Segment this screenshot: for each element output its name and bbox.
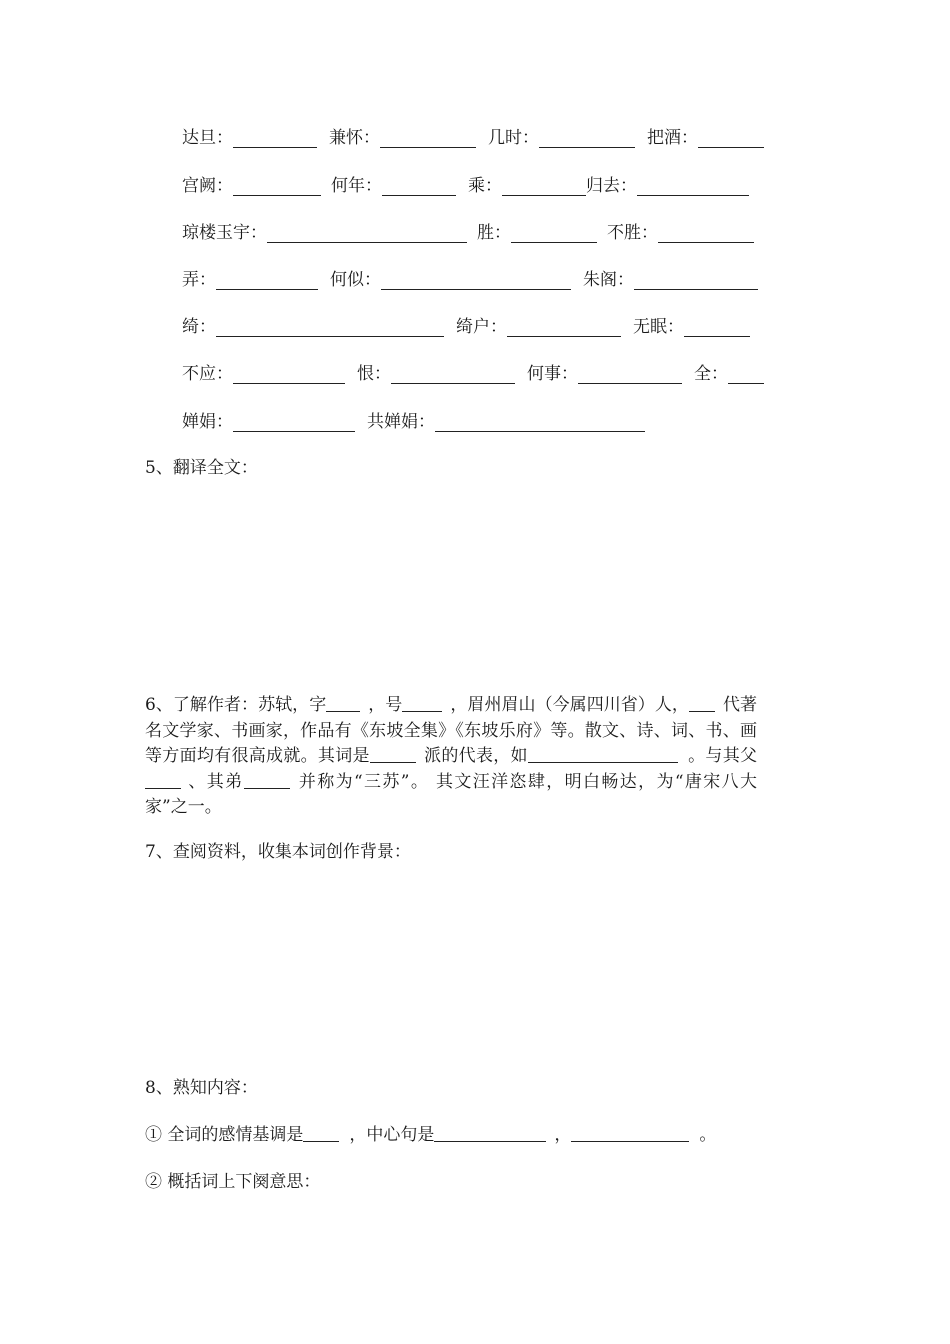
vocab-label: 婵娟：	[182, 412, 233, 432]
q6-text: 。与其父	[687, 746, 758, 766]
vocab-item	[182, 315, 444, 339]
answer-blank[interactable]	[658, 222, 754, 243]
vocab-item	[477, 221, 597, 245]
answer-blank[interactable]	[578, 363, 682, 384]
vocab-label: 朱阁：	[583, 270, 634, 290]
vocab-label: 兼怀：	[329, 128, 380, 148]
answer-blank[interactable]	[435, 411, 645, 432]
vocab-item	[331, 174, 456, 198]
q6-text: 派的代表，如	[423, 746, 528, 766]
answer-blank[interactable]	[303, 1123, 339, 1142]
answer-blank[interactable]	[698, 127, 764, 148]
answer-blank[interactable]	[233, 127, 317, 148]
answer-blank[interactable]	[216, 269, 318, 290]
vocab-item	[182, 410, 355, 434]
vocab-label: 何似：	[330, 270, 381, 290]
vocab-row-2	[182, 172, 756, 198]
vocab-item	[182, 362, 345, 386]
vocab-label: 恨：	[357, 364, 391, 384]
q6-text: 、其弟	[187, 771, 244, 792]
answer-blank[interactable]	[391, 363, 515, 384]
vocab-label: 宫阙：	[182, 176, 233, 196]
vocab-item	[329, 126, 476, 150]
vocab-label: 不应：	[182, 364, 233, 384]
answer-blank[interactable]	[728, 363, 764, 384]
vocab-label: 何年：	[331, 176, 382, 196]
answer-blank[interactable]	[382, 175, 456, 196]
answer-blank[interactable]	[380, 127, 476, 148]
vocab-row-7	[182, 408, 756, 434]
q6-text: ，眉州眉山（今属四川省）人，	[450, 695, 689, 715]
vocab-item	[182, 174, 321, 198]
answer-blank[interactable]	[145, 770, 181, 789]
vocab-row-5	[182, 313, 756, 339]
vocab-item	[694, 362, 764, 386]
vocab-label: 把酒：	[647, 128, 698, 148]
q6-text: 并称为“三苏”。 其文汪洋恣肆，明白畅达，为“唐宋八大家”之一。	[145, 771, 758, 817]
q8-text: ，	[554, 1125, 572, 1145]
q8-text: ，中心句是	[349, 1125, 435, 1145]
vocab-label: 弄：	[182, 270, 216, 290]
answer-blank[interactable]	[370, 744, 416, 763]
vocab-item	[367, 410, 645, 434]
vocab-label: 不胜：	[607, 223, 658, 243]
answer-blank[interactable]	[233, 175, 321, 196]
answer-blank[interactable]	[539, 127, 635, 148]
answer-blank[interactable]	[381, 269, 571, 290]
answer-blank[interactable]	[502, 175, 586, 196]
vocab-label: 绮户：	[456, 317, 507, 337]
answer-blank[interactable]	[244, 770, 290, 789]
question-8-title: 8、熟知内容：	[145, 1078, 258, 1098]
answer-blank[interactable]	[267, 222, 467, 243]
vocab-label: 胜：	[477, 223, 511, 243]
answer-blank[interactable]	[402, 693, 442, 712]
vocab-row-3	[182, 219, 756, 245]
vocab-item	[527, 362, 682, 386]
question-8-item-1	[145, 1122, 716, 1148]
vocab-item	[468, 174, 586, 198]
answer-blank[interactable]	[528, 744, 678, 763]
vocab-item	[583, 268, 758, 292]
answer-blank[interactable]	[571, 1123, 689, 1142]
answer-blank[interactable]	[637, 175, 749, 196]
vocab-item	[456, 315, 621, 339]
vocab-item	[633, 315, 750, 339]
q6-text: 6、了解作者：苏轼，字	[145, 695, 327, 715]
vocab-label: 绮：	[182, 317, 216, 337]
answer-blank[interactable]	[233, 411, 355, 432]
vocab-label: 乘：	[468, 176, 502, 196]
answer-blank[interactable]	[507, 316, 621, 337]
answer-blank[interactable]	[434, 1123, 546, 1142]
answer-blank[interactable]	[326, 693, 360, 712]
vocab-item	[607, 221, 754, 245]
vocab-label: 全：	[694, 364, 728, 384]
vocab-label: 几时：	[488, 128, 539, 148]
answer-blank[interactable]	[511, 222, 597, 243]
question-6-author-paragraph	[145, 693, 757, 821]
vocab-item	[357, 362, 515, 386]
vocab-row-4	[182, 266, 756, 292]
q6-text: ，号	[368, 695, 403, 715]
vocab-item	[586, 174, 749, 198]
question-8-item-2: ② 概括词上下阕意思：	[145, 1172, 321, 1192]
vocab-item	[330, 268, 571, 292]
vocab-item	[488, 126, 635, 150]
question-5-title: 5、翻译全文：	[145, 458, 258, 478]
vocab-label: 何事：	[527, 364, 578, 384]
q8-text: 。	[699, 1125, 717, 1145]
answer-blank[interactable]	[689, 693, 715, 712]
answer-blank[interactable]	[684, 316, 750, 337]
vocab-label: 无眠：	[633, 317, 684, 337]
vocab-label: 达旦：	[182, 128, 233, 148]
vocab-label: 共婵娟：	[367, 412, 435, 432]
vocab-item	[647, 126, 764, 150]
q8-text: ① 全词的感情基调是	[145, 1125, 304, 1145]
question-7-title: 7、查阅资料，收集本词创作背景：	[145, 842, 411, 862]
vocab-item	[182, 126, 317, 150]
vocab-label: 琼楼玉宇：	[182, 223, 267, 243]
answer-blank[interactable]	[233, 363, 345, 384]
vocab-label: 归去：	[586, 176, 637, 196]
vocab-item	[182, 221, 467, 245]
q6-text: 代著名文学家、书画家，作品有《东坡全集》《东坡乐府》等。散文、诗、词、书、画等方面均有很高成就。其词是	[145, 695, 758, 766]
answer-blank[interactable]	[634, 269, 758, 290]
answer-blank[interactable]	[216, 316, 444, 337]
vocab-row-6	[182, 360, 756, 386]
vocab-row-1	[182, 124, 756, 150]
vocab-item	[182, 268, 318, 292]
